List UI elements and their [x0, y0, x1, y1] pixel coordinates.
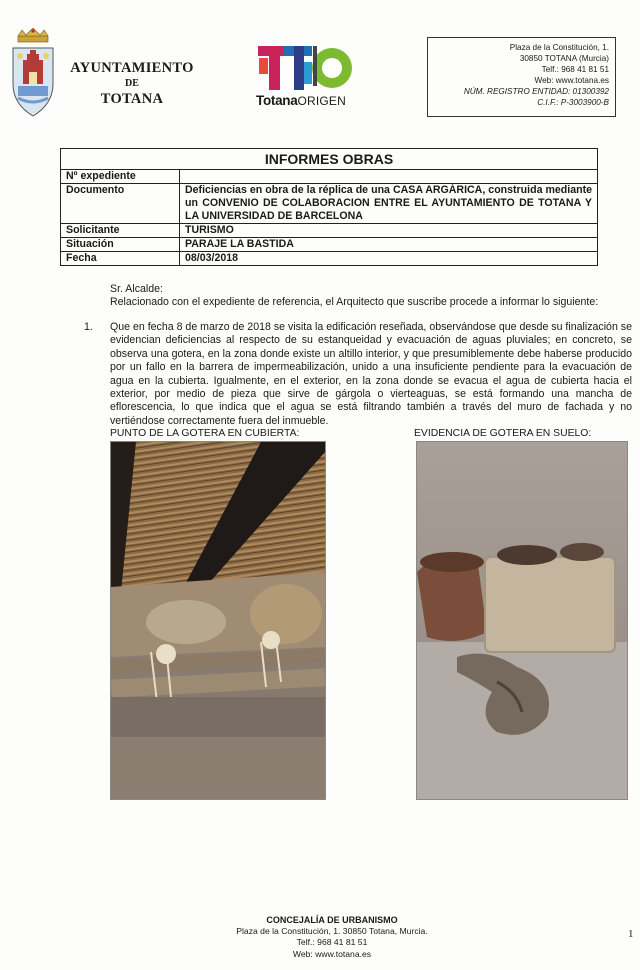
address-line: Web: www.totana.es: [534, 76, 609, 85]
logo-wordmark: [256, 93, 366, 108]
row-value: TURISMO: [180, 224, 598, 238]
table-row: [61, 184, 598, 224]
logo-brand: Totana: [256, 93, 298, 108]
row-label: Situación: [61, 238, 180, 252]
address-box: [427, 37, 616, 117]
item-paragraph: Que en fecha 8 de marzo de 2018 se visita la edificación reseñada, observándose que desde su finalización se evidencian deficiencias al respecto de su estanqueidad y evacuación de aguas pluviales; en concreto, se observa una gotera, en la zona donde existe un altillo interior, y que presumiblemente debe haberse producido por un fallo en la barrera de impermeabilización, unido a una insuficiente pendiente para la evacuación de agua en la cubierta. Igualmente, en el exterior, en la zona donde se evacua el agua de cubierta hacia el exterior, por medio de pieza que sirve de gárgola o vierteaguas, se está formando una mancha de eflorescencia, lo que indica que el agua se está filtrando también a través del muro de fachada y no vertiéndose correctamente fuera del inmueble.: [110, 321, 632, 427]
row-label: Fecha: [61, 252, 180, 266]
address-line: Plaza de la Constitución, 1.: [509, 43, 609, 52]
footer-web: Web: www.totana.es: [292, 948, 372, 959]
row-value: 08/03/2018: [180, 252, 598, 266]
ayuntamiento-line3: TOTANA: [100, 91, 164, 108]
address-line: 30850 TOTANA (Murcia): [519, 54, 609, 63]
intro-paragraph: Relacionado con el expediente de referencia, el Arquitecto que suscribe procede a informar lo siguiente:: [110, 296, 599, 308]
caption-right: EVIDENCIA DE GOTERA EN SUELO:: [414, 428, 592, 439]
ayuntamiento-line2: DE: [125, 78, 139, 90]
ayuntamiento-name: [62, 60, 202, 109]
floor-evidence-photo: [416, 441, 628, 800]
ayuntamiento-line1: AYUNTAMIENTO: [70, 60, 194, 76]
report-title: INFORMES OBRAS: [61, 149, 598, 170]
item-number: 1.: [84, 321, 93, 333]
table-row: [61, 170, 598, 184]
row-label: Documento: [61, 184, 180, 224]
row-value: Deficiencias en obra de la réplica de una CASA ARGÁRICA, construida mediante un CONVENIO DE COLABORACION ENTRE EL AYUNTAMIENTO DE TOTANA Y LA UNIVERSIDAD DE BARCELONA: [180, 184, 598, 224]
caption-left: PUNTO DE LA GOTERA EN CUBIERTA:: [110, 428, 300, 439]
page-number: 1: [628, 928, 634, 940]
row-value: PARAJE LA BASTIDA: [180, 238, 598, 252]
coat-of-arms-logo: [8, 28, 58, 120]
footer: [150, 915, 514, 960]
table-row: [61, 238, 598, 252]
report-table: [60, 148, 598, 266]
logo-suffix: ORIGEN: [297, 94, 346, 108]
registro-line: NÚM. REGISTRO ENTIDAD: 01300392: [463, 87, 609, 96]
address-line: Telf.: 968 41 81 51: [541, 65, 609, 74]
footer-address: Plaza de la Constitución, 1. 30850 Totana, Murcia.: [236, 926, 428, 937]
salutation: Sr. Alcalde:: [110, 283, 163, 295]
row-value: [180, 170, 598, 184]
footer-dept: CONCEJALÍA DE URBANISMO: [266, 915, 398, 925]
footer-phone: Telf.: 968 41 81 51: [296, 937, 368, 948]
table-row: [61, 224, 598, 238]
table-row: [61, 252, 598, 266]
row-label: Nº expediente: [61, 170, 180, 184]
row-label: Solicitante: [61, 224, 180, 238]
cif-line: C.I.F.: P-3003900-B: [537, 98, 609, 107]
roof-leak-photo: [110, 441, 326, 800]
